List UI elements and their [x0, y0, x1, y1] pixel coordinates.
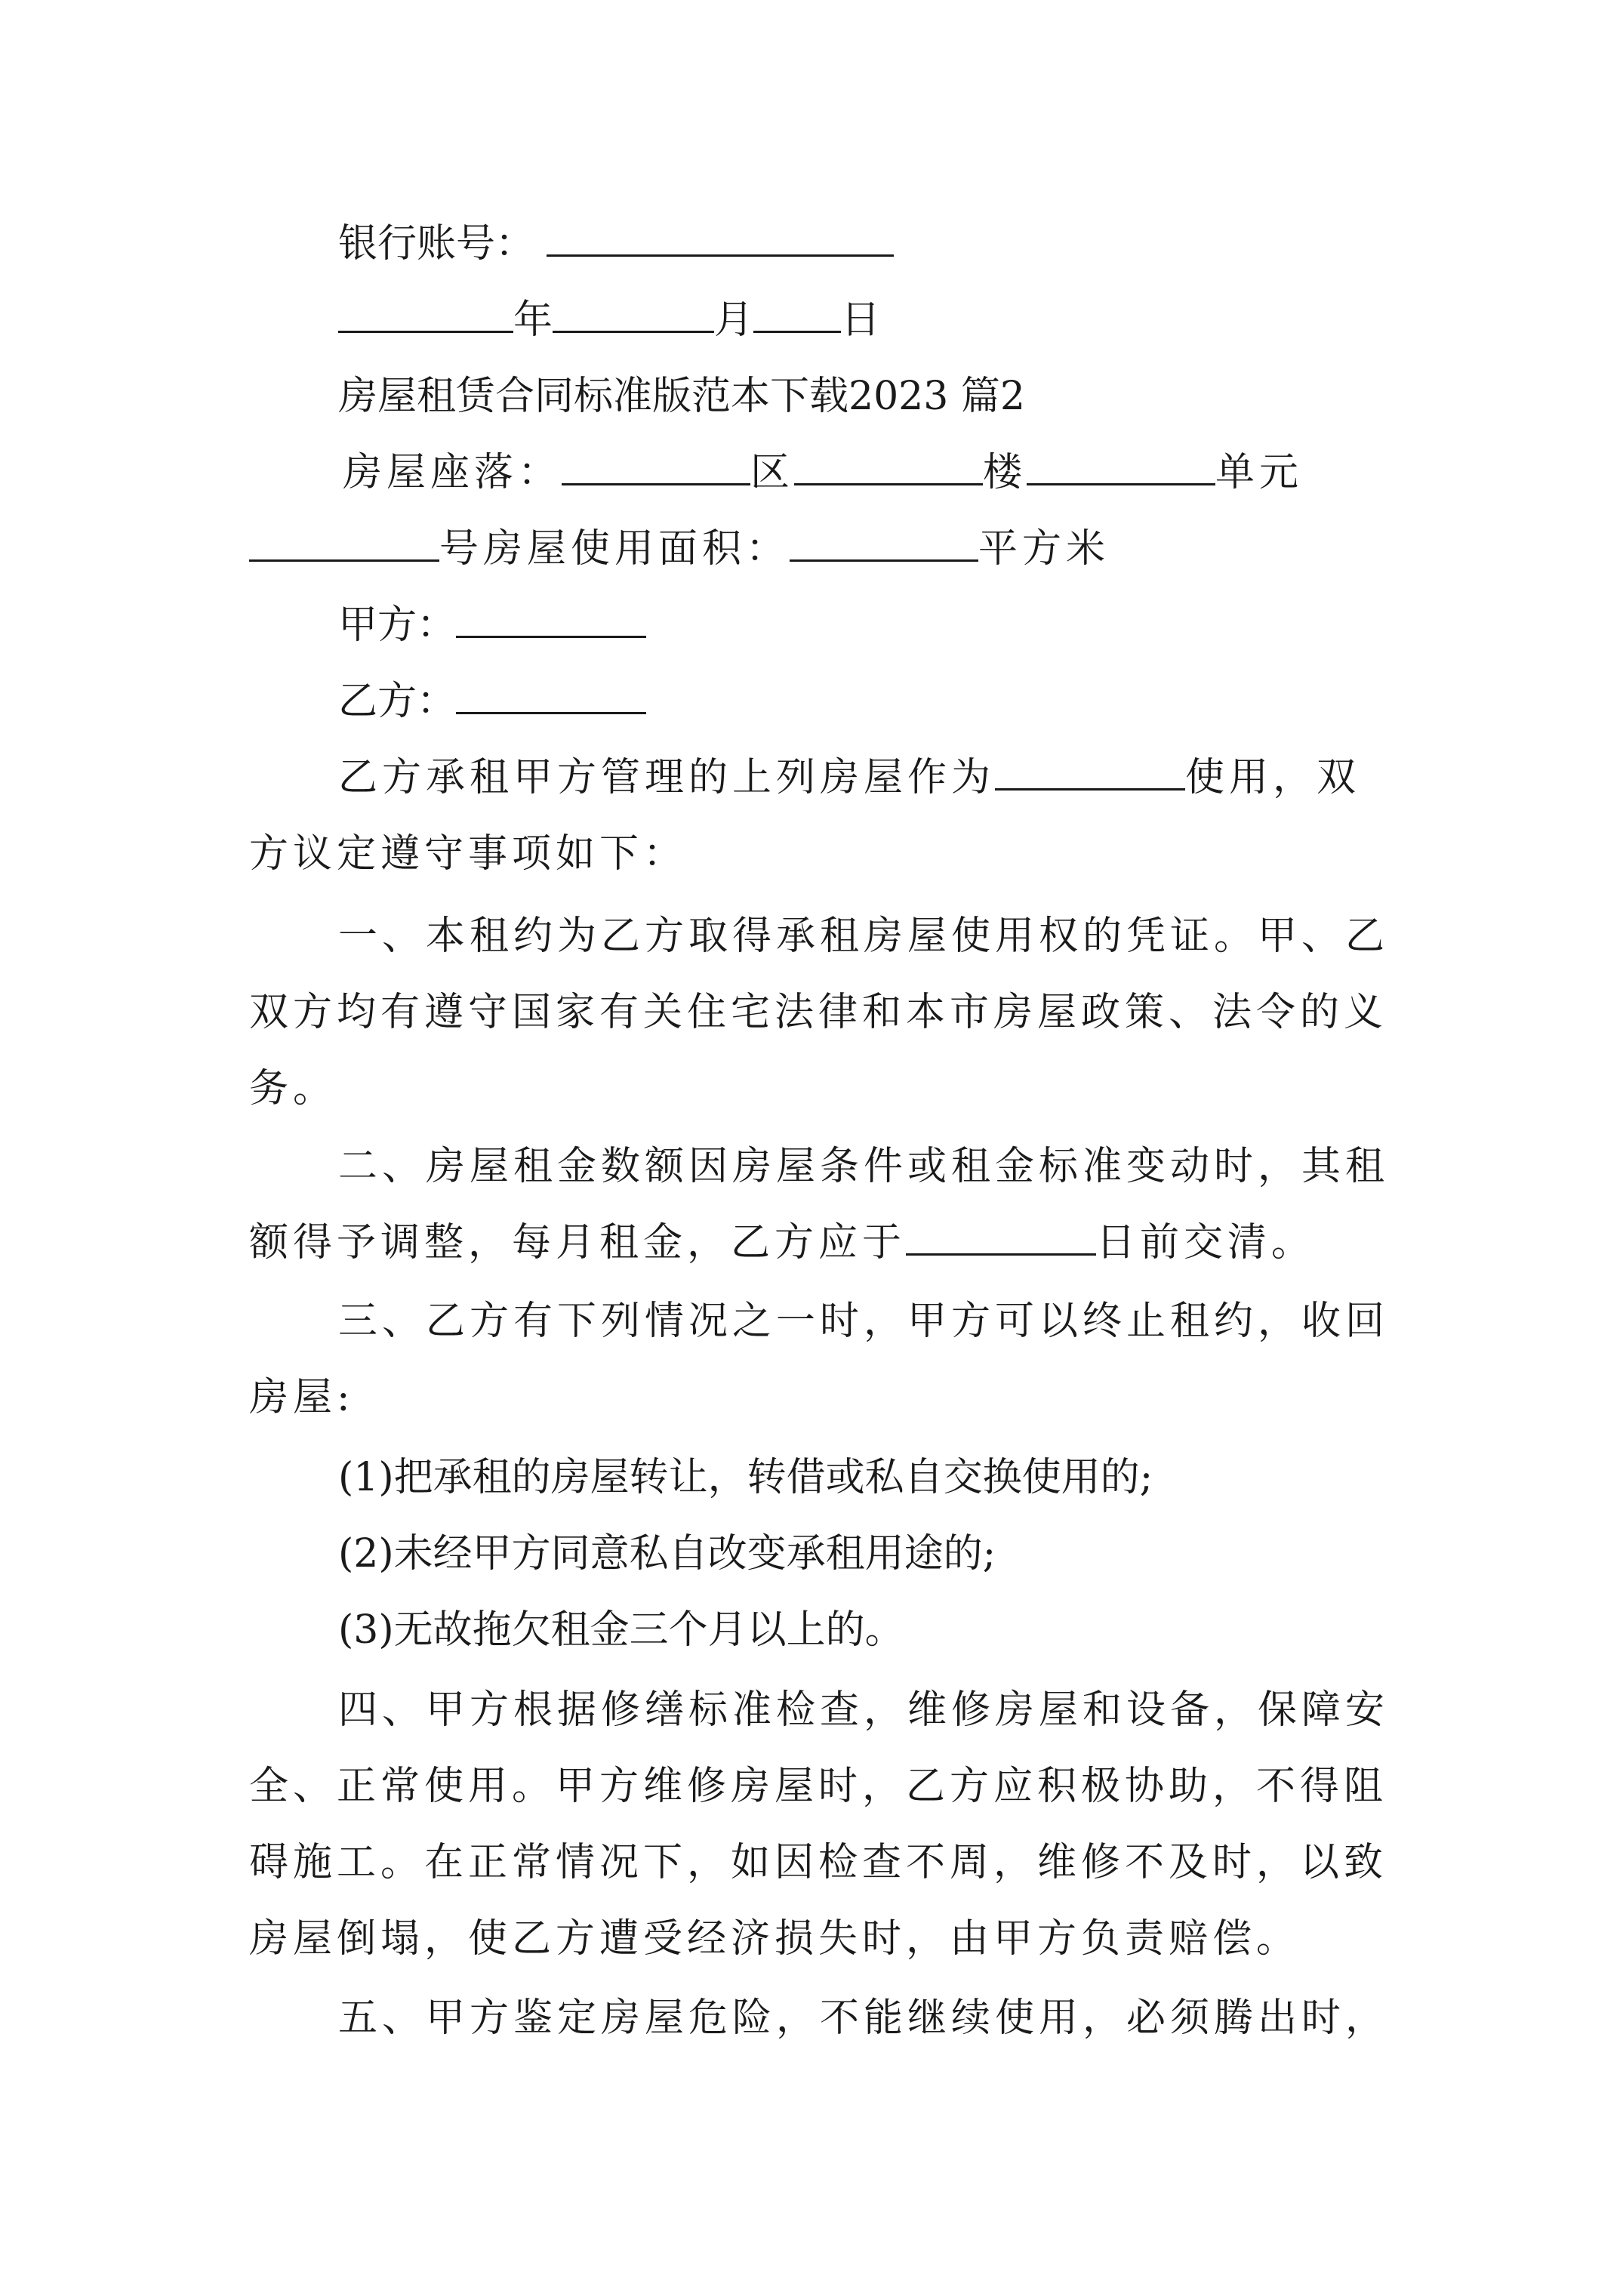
intro-text-b: 使用，双 [1185, 755, 1361, 800]
date-day: 日 [841, 297, 881, 343]
location-label: 房屋座落： [343, 450, 562, 495]
location-line [343, 448, 1303, 497]
party-b-label: 乙方： [338, 679, 457, 724]
district-blank [562, 448, 750, 485]
clause-4-line-4: 房屋倒塌，使乙方遭受经济损失时，由甲方负责赔偿。 [249, 1916, 1301, 1962]
clause-2-line-1: 二、房屋租金数额因房屋条件或租金标准变动时，其租 [338, 1144, 1390, 1189]
clause-1-line-1: 一、本租约为乙方取得承租房屋使用权的凭证。甲、乙 [338, 914, 1390, 959]
year-blank [338, 296, 513, 333]
unit-blank [1027, 448, 1215, 485]
clause-2-text-b: 日前交清。 [1096, 1220, 1316, 1265]
clause-4-line-2: 全、正常使用。甲方维修房屋时，乙方应积极协助，不得阻 [249, 1764, 1388, 1809]
clause-5-line-1: 五、甲方鉴定房屋危险，不能继续使用，必须腾出时， [338, 1996, 1390, 2041]
intro-line-2: 方议定遵守事项如下： [249, 831, 688, 877]
use-purpose-blank [995, 754, 1185, 791]
section-title: 房屋租赁合同标准版范本下载2023 篇2 [338, 374, 1025, 419]
clause-3-line-2: 房屋: [249, 1375, 355, 1420]
unit-label: 单元 [1215, 450, 1304, 495]
room-blank [249, 525, 439, 562]
room-area-line [249, 525, 1110, 573]
intro-line-1 [338, 754, 1360, 802]
clause-3-item-2: (2)未经甲方同意私自改变承租用途的; [338, 1531, 996, 1576]
payment-day-blank [906, 1219, 1096, 1256]
district-label: 区 [750, 450, 795, 495]
clause-4-line-3: 碍施工。在正常情况下，如因检查不周，维修不及时，以致 [249, 1840, 1388, 1885]
date-year: 年 [513, 297, 553, 343]
bank-account-label: 银行账号： [338, 221, 535, 267]
intro-text-a: 乙方承租甲方管理的上列房屋作为 [338, 755, 996, 800]
party-b-blank [456, 677, 646, 714]
clause-1-line-2: 双方均有遵守国家有关住宅法律和本市房屋政策、法令的义 [249, 990, 1388, 1035]
party-a-blank [456, 601, 646, 638]
clause-3-line-1: 三、乙方有下列情况之一时，甲方可以终止租约，收回 [338, 1299, 1390, 1344]
sqm-label: 平方米 [978, 526, 1110, 572]
day-blank [753, 296, 841, 333]
clause-1-line-3: 务。 [249, 1066, 337, 1111]
bank-account-blank [547, 220, 894, 257]
party-a-line [338, 601, 646, 649]
area-blank [790, 525, 978, 562]
building-label: 楼 [983, 450, 1027, 495]
date-line [338, 296, 880, 344]
clause-3-item-1: (1)把承租的房屋转让，转借或私自交换使用的; [338, 1455, 1153, 1500]
date-month: 月 [714, 297, 754, 343]
clause-2-line-2 [249, 1219, 1315, 1267]
bank-account-line [338, 220, 894, 268]
building-blank [794, 448, 983, 485]
party-b-line [338, 677, 646, 726]
room-area-label: 号房屋使用面积： [439, 526, 790, 572]
clause-3-item-3: (3)无故拖欠租金三个月以上的。 [338, 1607, 904, 1653]
clause-4-line-1: 四、甲方根据修缮标准检查，维修房屋和设备，保障安 [338, 1687, 1390, 1733]
month-blank [553, 296, 714, 333]
clause-2-text-a: 额得予调整，每月租金，乙方应于 [249, 1220, 907, 1265]
party-a-label: 甲方： [338, 603, 457, 648]
